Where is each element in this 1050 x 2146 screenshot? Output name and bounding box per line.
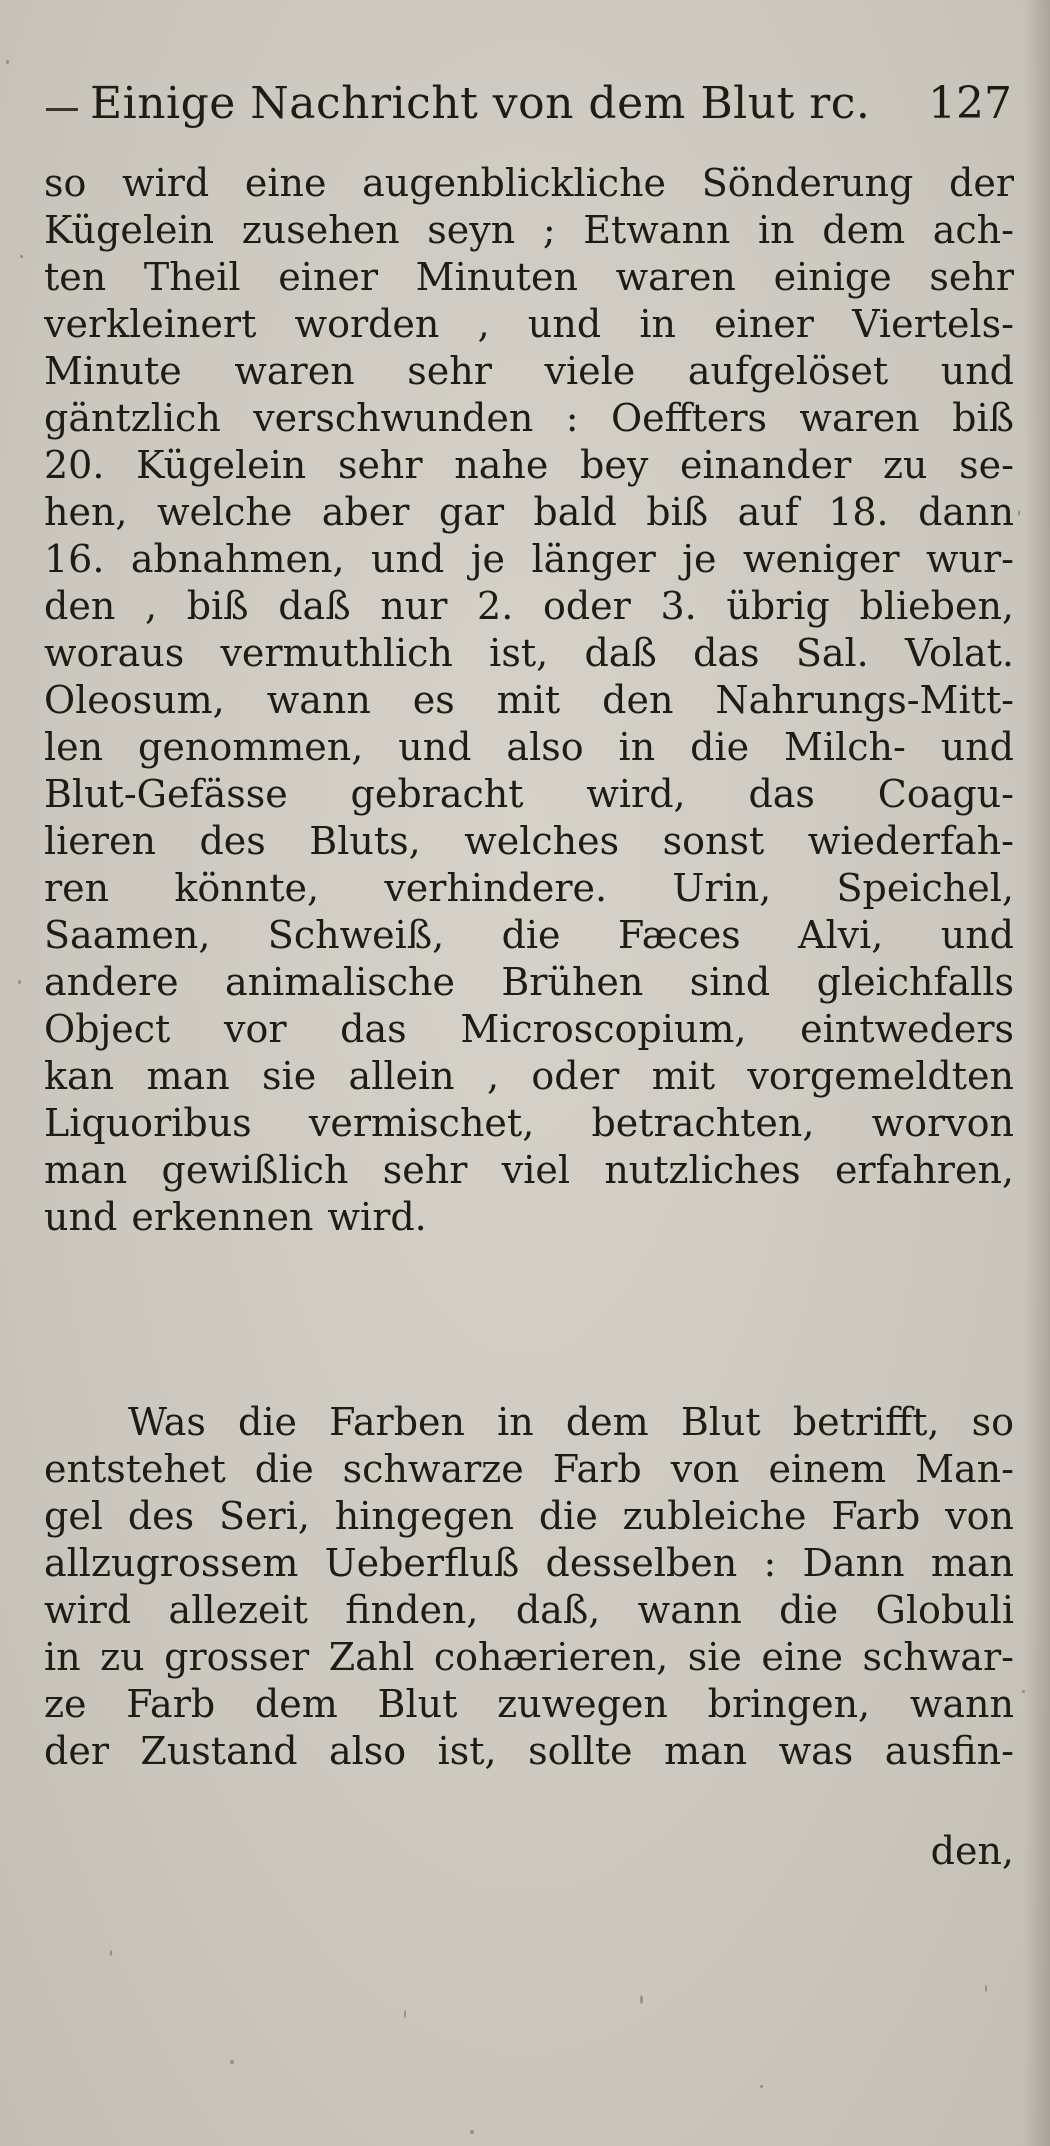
text-line: hen, welche aber gar bald biß auf 18. dann: [44, 490, 1014, 534]
text-line: woraus vermuthlich ist, daß das Sal. Volat.: [44, 631, 1014, 675]
text-line: so wird eine augenblickliche Sönderung der: [44, 161, 1014, 205]
paper-speck: [985, 1985, 987, 1992]
text-line: lieren des Bluts, welches sonst wiederfah-: [44, 819, 1014, 863]
text-line: wird allezeit finden, daß, wann die Globuli: [44, 1588, 1014, 1632]
text-line: man gewißlich sehr viel nutzliches erfahren,: [44, 1148, 1014, 1192]
text-line: ten Theil einer Minuten waren einige sehr: [44, 255, 1014, 299]
text-line: 20. Kügelein sehr nahe bey einander zu se-: [44, 443, 1014, 487]
text-line: Minute waren sehr viele aufgelöset und: [44, 349, 1014, 393]
running-title: Einige Nachricht von dem Blut rc.: [90, 78, 871, 129]
paper-speck: [230, 2060, 234, 2064]
text-line: entstehet die schwarze Farb von einem Man-: [44, 1447, 1014, 1491]
paragraph-1: [44, 160, 1014, 1241]
paper-speck: [20, 255, 23, 258]
header-dash: [46, 108, 78, 111]
text-line: andere animalische Brühen sind gleichfalls: [44, 960, 1014, 1004]
text-line: allzugrossem Ueberfluß desselben : Dann man: [44, 1541, 1014, 1585]
text-line: Blut-Gefässe gebracht wird, das Coagu-: [44, 772, 1014, 816]
text-line: und erkennen wird.: [44, 1195, 427, 1239]
running-header: [46, 70, 1016, 140]
text-line: gel des Seri, hingegen die zubleiche Farb von: [44, 1494, 1014, 1538]
paper-speck: [760, 2085, 763, 2088]
text-line: Liquoribus vermischet, betrachten, worvon: [44, 1101, 1014, 1145]
text-line: ren könnte, verhindere. Urin, Speichel,: [44, 866, 1014, 910]
paper-speck: [1018, 510, 1020, 516]
text-line: ze Farb dem Blut zuwegen bringen, wann: [44, 1682, 1014, 1726]
text-line: 16. abnahmen, und je länger je weniger wur-: [44, 537, 1014, 581]
text-line: kan man sie allein , oder mit vorgemeldten: [44, 1054, 1014, 1098]
text-line: verkleinert worden , und in einer Viertels-: [44, 302, 1014, 346]
catchword: den,: [930, 1829, 1014, 1873]
paper-speck: [18, 980, 21, 984]
text-line: Saamen, Schweiß, die Fæces Alvi, und: [44, 913, 1014, 957]
paper-speck: [6, 60, 9, 64]
paper-speck: [640, 1995, 643, 2004]
text-line: Oleosum, wann es mit den Nahrungs-Mitt-: [44, 678, 1014, 722]
text-line: gäntzlich verschwunden : Oeffters waren biß: [44, 396, 1014, 440]
page-edge-shadow: [1024, 0, 1050, 2146]
text-line: Kügelein zusehen seyn ; Etwann in dem ach-: [44, 208, 1014, 252]
paragraph-2: [44, 1399, 1014, 1775]
text-line: in zu grosser Zahl cohærieren, sie eine schwar-: [44, 1635, 1014, 1679]
text-line: der Zustand also ist, sollte man was ausfin-: [44, 1729, 1014, 1773]
text-line: Object vor das Microscopium, eintweders: [44, 1007, 1014, 1051]
text-line: den , biß daß nur 2. oder 3. übrig blieben,: [44, 584, 1014, 628]
paper-speck: [110, 1950, 112, 1956]
text-line: Was die Farben in dem Blut betrifft, so: [128, 1400, 1014, 1444]
paper-speck: [470, 2130, 474, 2134]
text-line: len genommen, und also in die Milch- und: [44, 725, 1014, 769]
paper-speck: [404, 2010, 406, 2018]
catchword-block: [44, 1828, 1014, 1875]
page-number: 127: [928, 78, 1012, 129]
